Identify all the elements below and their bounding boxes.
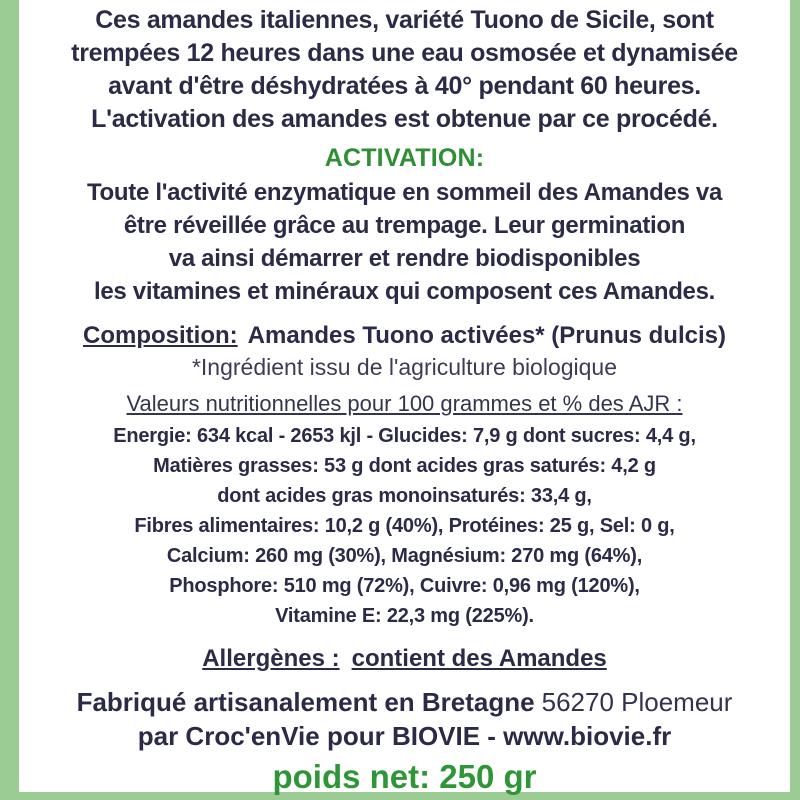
activation-heading: ACTIVATION: (324, 144, 485, 172)
allergens-label: Allergènes : (202, 645, 340, 672)
nutrition-line: Energie: 634 kcal - 2653 kjl - Glucides: 7,9 g dont sucres: 4,4 g, (113, 425, 696, 447)
nutrition-line: Calcium: 260 mg (30%), Magnésium: 270 mg (64%), (166, 545, 643, 567)
intro-line: L'activation des amandes est obtenue par ce procédé. (91, 105, 718, 133)
intro-line: trempées 12 heures dans une eau osmosée et dynamisée (71, 39, 738, 67)
nutrition-line: dont acides gras monoinsaturés: 33,4 g, (217, 485, 592, 507)
composition-row (83, 320, 726, 352)
label-content (19, 0, 790, 795)
postcode-city-text: 56270 Ploemeur (541, 687, 733, 717)
nutrition-table (113, 421, 696, 631)
net-weight: poids net: 250 gr (272, 758, 537, 795)
activation-line: va ainsi démarrer et rendre biodisponibles (168, 245, 641, 272)
composition-value: Amandes Tuono activées* (Prunus dulcis) (247, 322, 726, 349)
made-in-text: Fabriqué artisanalement en Bretagne (76, 687, 535, 717)
nutrition-line: Fibres alimentaires: 10,2 g (40%), Protéines: 25 g, Sel: 0 g, (134, 515, 675, 537)
origin-line (77, 685, 733, 719)
nutrition-line: Phosphore: 510 mg (72%), Cuivre: 0,96 mg (120%), (169, 575, 640, 597)
activation-paragraph (87, 176, 722, 308)
manufacturer-line: par Croc'enVie pour BIOVIE - www.biovie.fr (137, 721, 672, 751)
organic-note: *Ingrédient issu de l'agriculture biologique (191, 354, 618, 380)
intro-line: Ces amandes italiennes, variété Tuono de Sicile, sont (95, 6, 714, 34)
intro-line: avant d'être déshydratées à 40° pendant 60 heures. (108, 72, 701, 100)
activation-line: être réveillée grâce au trempage. Leur germination (123, 212, 686, 239)
activation-line: les vitamines et minéraux qui composent ces Amandes. (93, 278, 716, 305)
nutrition-line: Vitamine E: 22,3 mg (225%). (275, 605, 534, 627)
intro-paragraph (71, 4, 738, 136)
left-border-decoration (0, 0, 19, 800)
allergens-line (202, 643, 607, 675)
nutrition-line: Matières grasses: 53 g dont acides gras saturés: 4,2 g (153, 455, 656, 477)
activation-line: Toute l'activité enzymatique en sommeil des Amandes va (86, 179, 723, 206)
right-border-decoration (790, 0, 800, 800)
allergens-value: contient des Amandes (351, 645, 607, 672)
composition-label: Composition: (83, 322, 238, 349)
nutrition-heading: Valeurs nutritionnelles pour 100 grammes et % des AJR : (126, 391, 683, 416)
